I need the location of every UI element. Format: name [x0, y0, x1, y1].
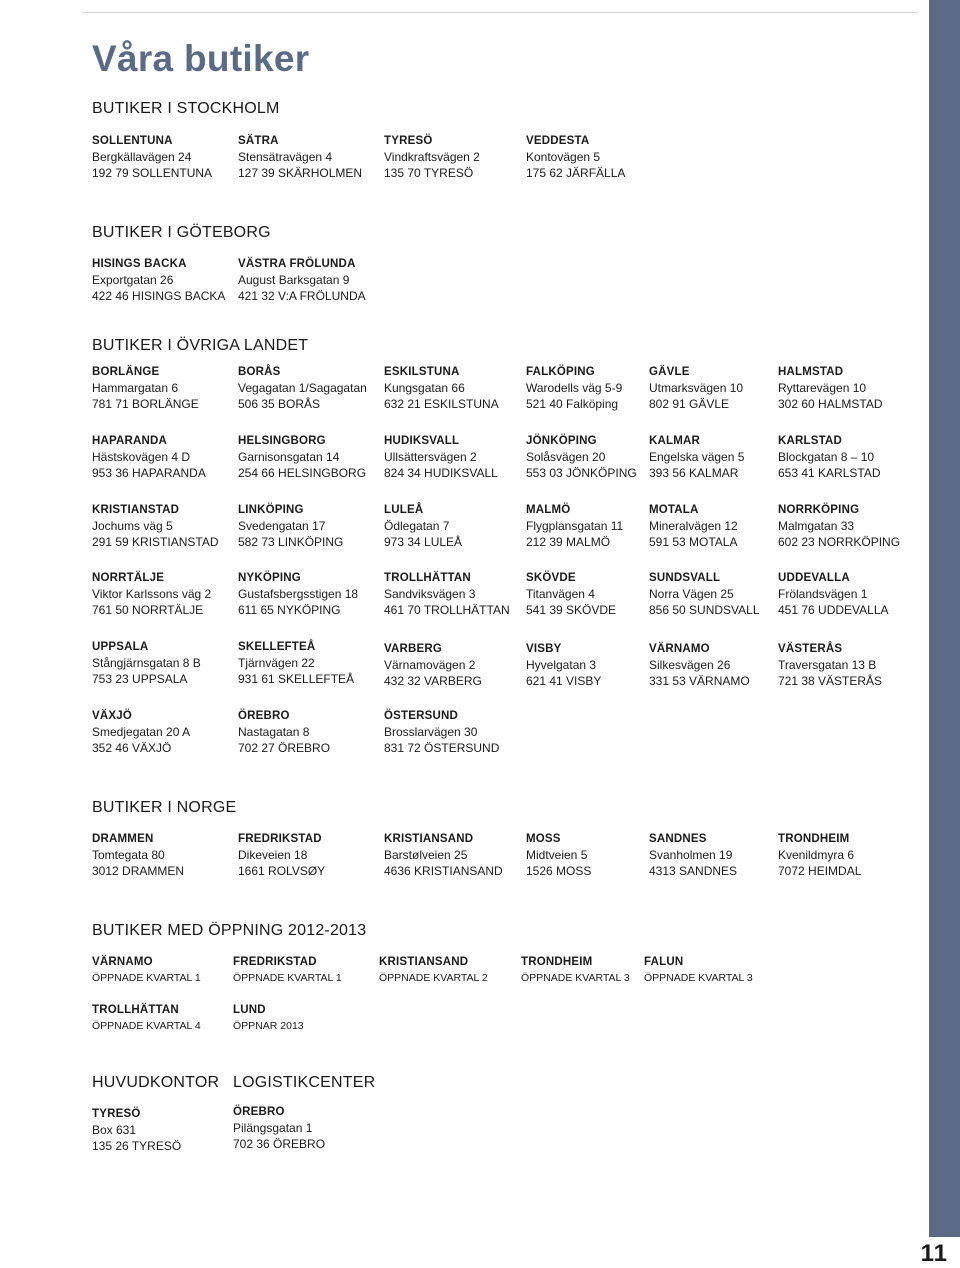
store-address: Bergkällavägen 24 [92, 150, 192, 164]
store-postal: 553 03 JÖNKÖPING [526, 466, 637, 480]
store-address: Hammargatan 6 [92, 381, 179, 395]
store-veddesta [526, 133, 625, 181]
store-postal: 302 60 HALMSTAD [778, 397, 883, 411]
store-postal: 653 41 KARLSTAD [778, 466, 881, 480]
store-postal: 7072 HEIMDAL [778, 864, 862, 878]
store-borlange [92, 364, 199, 412]
store-address: Värnamovägen 2 [384, 658, 476, 672]
section-title-oppning: BUTIKER MED ÖPPNING 2012-2013 [92, 922, 367, 939]
store-name: TRONDHEIM [521, 956, 593, 968]
store-postal: 4313 SANDNES [649, 864, 738, 878]
store-trondheim [778, 831, 861, 879]
store-postal: 824 34 HUDIKSVALL [384, 466, 498, 480]
store-postal: 4636 KRISTIANSAND [384, 864, 503, 878]
store-name: TROLLHÄTTAN [384, 572, 471, 584]
store-postal: 422 46 HISINGS BACKA [92, 289, 226, 303]
store-helsingborg [238, 433, 366, 481]
store-name: ÖREBRO [233, 1106, 285, 1118]
store-address: Norra Vägen 25 [649, 587, 734, 601]
store-postal: 506 35 BORÅS [238, 397, 321, 411]
store-postal: 702 27 ÖREBRO [238, 741, 331, 755]
store-name: VÄSTERÅS [778, 643, 843, 655]
store-name: MALMÖ [526, 504, 571, 516]
store-norrtalje [92, 570, 211, 618]
store-kristianstad [92, 502, 219, 550]
store-postal: 135 70 TYRESÖ [384, 166, 474, 180]
store-name: HISINGS BACKA [92, 258, 187, 270]
opening-status: ÖPPNADE KVARTAL 3 [521, 972, 630, 984]
store-address: Ödlegatan 7 [384, 519, 450, 533]
store-moss [526, 831, 591, 879]
store-address: Malmgatan 33 [778, 519, 855, 533]
store-postal: 702 36 ÖREBRO [233, 1137, 326, 1151]
store-kristiansand [384, 831, 503, 879]
store-name: KRISTIANSAND [384, 833, 474, 845]
store-vastra-frolunda [238, 256, 366, 304]
store-ostersund [384, 708, 499, 756]
store-address: Viktor Karlssons väg 2 [92, 587, 212, 601]
opening-status: ÖPPNADE KVARTAL 1 [92, 972, 201, 984]
store-name: VÄRNAMO [649, 643, 710, 655]
store-satra [238, 133, 362, 181]
store-name: MOSS [526, 833, 561, 845]
store-name: NORRTÄLJE [92, 572, 165, 584]
store-norrkoping [778, 502, 900, 550]
store-name: LUND [233, 1004, 266, 1016]
store-name: TROLLHÄTTAN [92, 1004, 179, 1016]
store-address: Stensätravägen 4 [238, 150, 333, 164]
store-address: Garnisonsgatan 14 [238, 450, 340, 464]
store-falkoping [526, 364, 622, 412]
store-name: BORLÄNGE [92, 366, 160, 378]
store-postal: 781 71 BORLÄNGE [92, 397, 199, 411]
top-rule [82, 12, 918, 13]
store-name: FALKÖPING [526, 366, 595, 378]
store-postal: 721 38 VÄSTERÅS [778, 674, 883, 688]
store-name: TRONDHEIM [778, 833, 850, 845]
store-skovde [526, 570, 616, 618]
store-name: SANDNES [649, 833, 707, 845]
store-address: Jochums väg 5 [92, 519, 173, 533]
store-haparanda [92, 433, 206, 481]
store-postal: 432 32 VARBERG [384, 674, 482, 688]
store-address: Titanvägen 4 [526, 587, 595, 601]
store-hisings-backa [92, 256, 225, 304]
store-name: FALUN [644, 956, 684, 968]
store-address: Traversgatan 13 B [778, 658, 877, 672]
store-address: August Barksgatan 9 [238, 273, 350, 287]
store-address: Vegagatan 1/Sagagatan [238, 381, 367, 395]
store-postal: 621 41 VISBY [526, 674, 602, 688]
store-postal: 753 23 UPPSALA [92, 672, 188, 686]
opening-varnamo [92, 954, 201, 986]
store-name: LINKÖPING [238, 504, 304, 516]
store-name: FREDRIKSTAD [238, 833, 322, 845]
store-name: TYRESÖ [384, 135, 433, 147]
opening-status: ÖPPNADE KVARTAL 2 [379, 972, 488, 984]
store-name: JÖNKÖPING [526, 435, 597, 447]
store-address: Flygplansgatan 11 [526, 519, 624, 533]
store-postal: 541 39 SKÖVDE [526, 603, 617, 617]
store-address: Vindkraftsvägen 2 [384, 150, 480, 164]
store-sundsvall [649, 570, 760, 618]
store-postal: 1526 MOSS [526, 864, 592, 878]
store-name: HAPARANDA [92, 435, 168, 447]
store-name: DRAMMEN [92, 833, 154, 845]
store-address: Svedengatan 17 [238, 519, 326, 533]
store-malmo [526, 502, 623, 550]
store-name: SÄTRA [238, 135, 279, 147]
section-title-stockholm: BUTIKER I STOCKHOLM [92, 100, 280, 117]
store-address: Tjärnvägen 22 [238, 656, 315, 670]
store-name: HELSINGBORG [238, 435, 326, 447]
store-address: Gustafsbergsstigen 18 [238, 587, 359, 601]
store-name: ESKILSTUNA [384, 366, 460, 378]
store-address: Tomtegata 80 [92, 848, 165, 862]
opening-lund [233, 1002, 304, 1034]
store-address: Warodells väg 5-9 [526, 381, 623, 395]
store-trollhattan [384, 570, 510, 618]
store-postal: 931 61 SKELLEFTEÅ [238, 672, 355, 686]
page-title: Våra butiker [92, 38, 310, 79]
section-title-goteborg: BUTIKER I GÖTEBORG [92, 224, 271, 241]
store-nykoping [238, 570, 358, 618]
store-name: SOLLENTUNA [92, 135, 173, 147]
store-address: Ryttarevägen 10 [778, 381, 867, 395]
store-kalmar [649, 433, 744, 481]
opening-falun [644, 954, 753, 986]
store-postal: 602 23 NORRKÖPING [778, 535, 901, 549]
store-hudiksvall [384, 433, 498, 481]
store-name: VISBY [526, 643, 562, 655]
store-name: KRISTIANSTAD [92, 504, 180, 516]
store-address: Hyvelgatan 3 [526, 658, 597, 672]
store-postal: 254 66 HELSINGBORG [238, 466, 367, 480]
store-logistikcenter-orebro [233, 1104, 325, 1152]
store-name: BORÅS [238, 366, 281, 378]
store-postal: 591 53 MOTALA [649, 535, 738, 549]
store-address: Nastagatan 8 [238, 725, 310, 739]
store-eskilstuna [384, 364, 499, 412]
store-postal: 831 72 ÖSTERSUND [384, 741, 500, 755]
store-postal: 521 40 Falköping [526, 397, 619, 411]
store-name: MOTALA [649, 504, 699, 516]
store-fredrikstad [238, 831, 325, 879]
store-boras [238, 364, 367, 412]
store-postal: 421 32 V:A FRÖLUNDA [238, 289, 366, 303]
store-postal: 175 62 JÄRFÄLLA [526, 166, 626, 180]
store-name: VEDDESTA [526, 135, 590, 147]
store-address: Kungsgatan 66 [384, 381, 465, 395]
store-linkoping [238, 502, 343, 550]
store-address: Barstølveien 25 [384, 848, 468, 862]
store-visby [526, 641, 601, 689]
store-postal: 1661 ROLVSØY [238, 864, 326, 878]
opening-kristiansand [379, 954, 488, 986]
store-drammen [92, 831, 184, 879]
store-name: SKÖVDE [526, 572, 576, 584]
store-name: SUNDSVALL [649, 572, 721, 584]
store-uppsala [92, 639, 201, 687]
store-name: VÄXJÖ [92, 710, 132, 722]
store-address: Exportgatan 26 [92, 273, 174, 287]
section-title-huvudkontor: HUVUDKONTOR [92, 1074, 220, 1091]
store-name: HUDIKSVALL [384, 435, 460, 447]
store-vasteras [778, 641, 882, 689]
store-lulea [384, 502, 462, 550]
store-postal: 393 56 KALMAR [649, 466, 739, 480]
section-title-ovriga: BUTIKER I ÖVRIGA LANDET [92, 337, 309, 354]
store-address: Ullsättersvägen 2 [384, 450, 477, 464]
store-vaxjo [92, 708, 190, 756]
store-postal: 461 70 TROLLHÄTTAN [384, 603, 510, 617]
opening-status: ÖPPNADE KVARTAL 1 [233, 972, 342, 984]
store-postal: 582 73 LINKÖPING [238, 535, 344, 549]
store-address: Engelska vägen 5 [649, 450, 745, 464]
store-postal: 127 39 SKÄRHOLMEN [238, 166, 363, 180]
store-name: UPPSALA [92, 641, 149, 653]
store-sollentuna [92, 133, 212, 181]
store-orebro [238, 708, 330, 756]
store-name: VÄRNAMO [92, 956, 153, 968]
store-address: Smedjegatan 20 A [92, 725, 191, 739]
store-address: Mineralvägen 12 [649, 519, 738, 533]
store-name: VÄSTRA FRÖLUNDA [238, 258, 356, 270]
store-name: FREDRIKSTAD [233, 956, 317, 968]
store-postal: 331 53 VÄRNAMO [649, 674, 750, 688]
store-postal: 3012 DRAMMEN [92, 864, 185, 878]
store-name: VARBERG [384, 643, 443, 655]
store-tyreso [384, 133, 480, 181]
store-address: Sandviksvägen 3 [384, 587, 476, 601]
store-postal: 451 76 UDDEVALLA [778, 603, 889, 617]
store-name: SKELLEFTEÅ [238, 641, 316, 653]
opening-trollhattan [92, 1002, 201, 1034]
store-postal: 761 50 NORRTÄLJE [92, 603, 204, 617]
store-address: Midtveien 5 [526, 848, 588, 862]
store-address: Stångjärnsgatan 8 B [92, 656, 201, 670]
store-motala [649, 502, 738, 550]
store-name: TYRESÖ [92, 1108, 141, 1120]
store-postal: 291 59 KRISTIANSTAD [92, 535, 219, 549]
store-name: ÖREBRO [238, 710, 290, 722]
store-varnamo [649, 641, 750, 689]
store-address: Utmarksvägen 10 [649, 381, 744, 395]
store-name: HALMSTAD [778, 366, 844, 378]
store-huvudkontor-tyreso [92, 1106, 181, 1154]
store-postal: 611 65 NYKÖPING [238, 603, 341, 617]
store-address: Silkesvägen 26 [649, 658, 731, 672]
store-address: Dikeveien 18 [238, 848, 308, 862]
store-address: Kvenildmyra 6 [778, 848, 855, 862]
store-uddevalla [778, 570, 889, 618]
store-name: UDDEVALLA [778, 572, 850, 584]
store-name: LULEÅ [384, 504, 424, 516]
store-postal: 192 79 SOLLENTUNA [92, 166, 213, 180]
store-postal: 212 39 MALMÖ [526, 535, 611, 549]
store-address: Svanholmen 19 [649, 848, 733, 862]
store-postal: 802 91 GÄVLE [649, 397, 730, 411]
store-address: Kontovägen 5 [526, 150, 601, 164]
opening-fredrikstad [233, 954, 342, 986]
store-name: ÖSTERSUND [384, 710, 459, 722]
page-number: 11 [920, 1240, 948, 1267]
store-postal: 632 21 ESKILSTUNA [384, 397, 499, 411]
store-name: KALMAR [649, 435, 701, 447]
store-name: NORRKÖPING [778, 504, 860, 516]
opening-status: ÖPPNADE KVARTAL 3 [644, 972, 753, 984]
section-title-norge: BUTIKER I NORGE [92, 799, 237, 816]
section-title-logistikcenter: LOGISTIKCENTER [233, 1074, 376, 1091]
store-name: KARLSTAD [778, 435, 842, 447]
store-postal: 973 34 LULEÅ [384, 535, 463, 549]
side-color-bar [929, 0, 960, 1237]
store-address: Frölandsvägen 1 [778, 587, 868, 601]
store-address: Hästskovägen 4 D [92, 450, 191, 464]
store-sandnes [649, 831, 737, 879]
store-halmstad [778, 364, 883, 412]
store-name: GÄVLE [649, 366, 690, 378]
store-karlstad [778, 433, 881, 481]
store-gavle [649, 364, 743, 412]
store-address: Brosslarvägen 30 [384, 725, 478, 739]
store-postal: 953 36 HAPARANDA [92, 466, 206, 480]
store-jonkoping [526, 433, 637, 481]
opening-status: ÖPPNADE KVARTAL 4 [92, 1020, 201, 1032]
store-address: Pilängsgatan 1 [233, 1121, 313, 1135]
store-address: Blockgatan 8 – 10 [778, 450, 875, 464]
store-varberg [384, 641, 482, 689]
store-postal: 352 46 VÄXJÖ [92, 741, 172, 755]
opening-status: ÖPPNAR 2013 [233, 1020, 304, 1032]
opening-trondheim [521, 954, 630, 986]
store-postal: 135 26 TYRESÖ [92, 1139, 182, 1153]
store-postal: 856 50 SUNDSVALL [649, 603, 760, 617]
store-skelleftea [238, 639, 354, 687]
store-address: Solåsvägen 20 [526, 450, 606, 464]
store-name: NYKÖPING [238, 572, 301, 584]
store-address: Box 631 [92, 1123, 137, 1137]
store-name: KRISTIANSAND [379, 956, 469, 968]
